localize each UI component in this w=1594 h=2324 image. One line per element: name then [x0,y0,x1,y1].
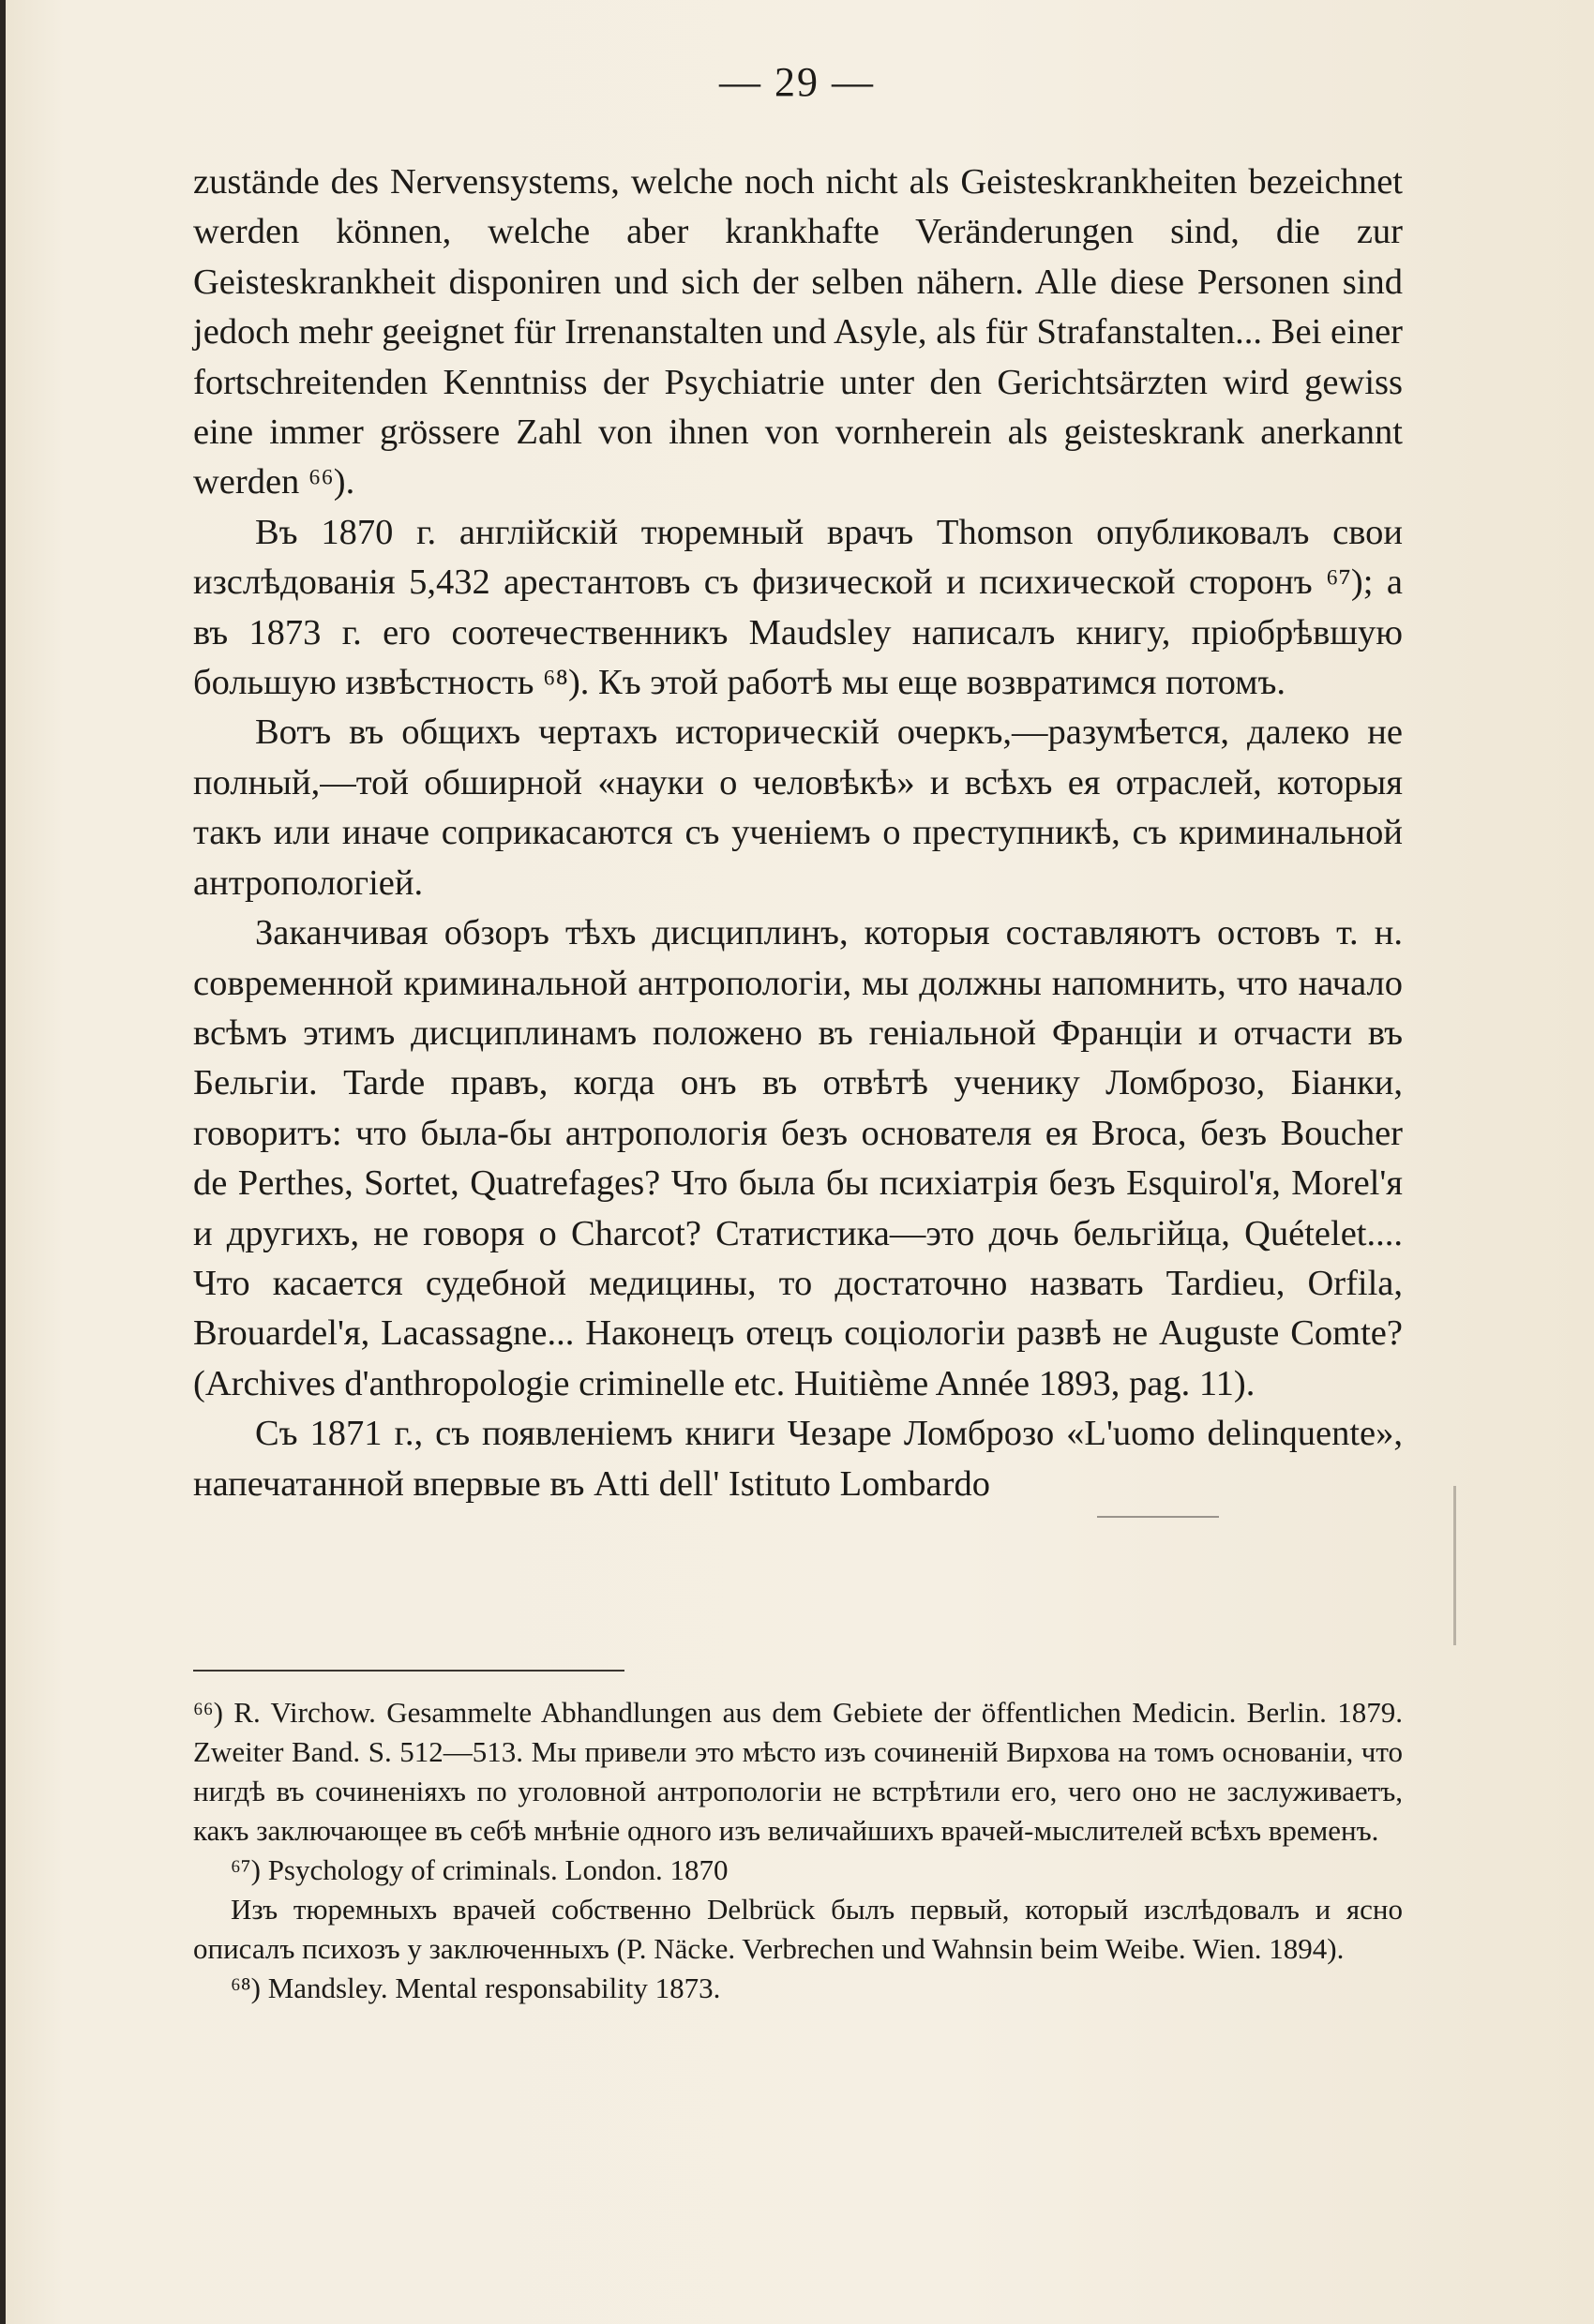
paragraph-disciplines-review: Заканчивая обзоръ тѣхъ дисциплинъ, которыя составляютъ остовъ т. н. современной криминальной антропологіи, мы должны напомнить, что начало всѣмъ этимъ дисциплинамъ положено въ геніальной Франціи и отчасти въ Бельгіи. Tarde правъ, когда онъ въ отвѣтѣ ученику Ломброзо, Біанки, говоритъ: что была-бы антропологія безъ основателя ея Broca, безъ Boucher de Perthes, Sortet, Quatrefages? Что была бы психіатрія безъ Esquirol'я, Morel'я и другихъ, не говоря о Charcot? Статистика—это дочь бельгійца, Quételet.... Что касается судебной медицины, то достаточно назвать Tardieu, Orfila, Brouardel'я, Lacassagne... Наконецъ отецъ соціологіи развѣ не Auguste Comte? (Archives d'anthropologie criminelle etc. Huitième Année 1893, pag. 11). [193,913,1403,1403]
footnotes [193,1693,1403,2008]
footnote-68: ⁶⁸) Mandsley. Mental responsability 1873. [231,1972,721,2004]
footnote-67: ⁶⁷) Psychology of criminals. London. 1870 [231,1853,729,1886]
paragraph-lombroso: Съ 1871 г., съ появленіемъ книги Чезаре Ломброзо «L'uomo delinquente», напечатанной впервые въ Atti dell' Istituto Lombardo [193,1414,1403,1504]
footnote-66: ⁶⁶) R. Virchow. Gesammelte Abhandlungen aus dem Gebiete der öffentlichen Medicin. Berlin. 1879. Zweiter Band. S. 512—513. Мы привели это мѣсто изъ сочиненій Вирхова на томъ основаніи, что нигдѣ въ сочиненіяхъ по уголовной антропологіи не встрѣтили его, чего оно не заслуживаетъ, какъ заключающее въ себѣ мнѣніе одного изъ величайшихъ врачей-мыслителей всѣхъ временъ. [193,1696,1403,1847]
footnote-67-continued: Изъ тюремныхъ врачей собственно Delbrück былъ первый, который изслѣдовалъ и ясно описалъ психозъ у заключенныхъ (P. Näcke. Verbrechen und Wahnsin beim Weibe. Wien. 1894). [193,1893,1403,1965]
paragraph-continuation: zustände des Nervensystems, welche noch nicht als Geisteskrankheiten bezeichnet werden können, welche aber krankhafte Veränderungen sind, die zur Geisteskrankheit disponiren und sich der selben nähern. Alle diese Personen sind jedoch mehr geeignet für Irrenanstalten und Asyle, als für Strafanstalten... Bei einer fortschreitenden Kenntniss der Psychiatrie unter den Gerichtsärzten wird gewiss eine immer grössere Zahl von ihnen von vornherein als geisteskrank anerkannt werden ⁶⁶). [193,162,1403,502]
body-text [193,157,1403,1509]
margin-pencil-mark [1453,1486,1456,1645]
pencil-mark [1097,1516,1219,1518]
paragraph-thomson: Въ 1870 г. англійскій тюремный врачъ Thomson опубликовалъ свои изслѣдованія 5,432 арестантовъ съ физической и психической сторонъ ⁶⁷); а въ 1873 г. его соотечественникъ Maudsley написалъ книгу, пріобрѣвшую большую извѣстность ⁶⁸). Къ этой работѣ мы еще возвратимся потомъ. [193,512,1403,703]
footnote-separator [193,1670,624,1672]
page-spine-edge [0,0,6,2324]
page-number: — 29 — [719,59,875,105]
paragraph-historical-sketch: Вотъ въ общихъ чертахъ историческій очеркъ,—разумѣется, далеко не полный,—той обширной «науки о человѣкѣ» и всѣхъ ея отраслей, которыя такъ или иначе соприкасаются съ ученіемъ о преступникѣ, съ криминальной антропологіей. [193,712,1403,903]
